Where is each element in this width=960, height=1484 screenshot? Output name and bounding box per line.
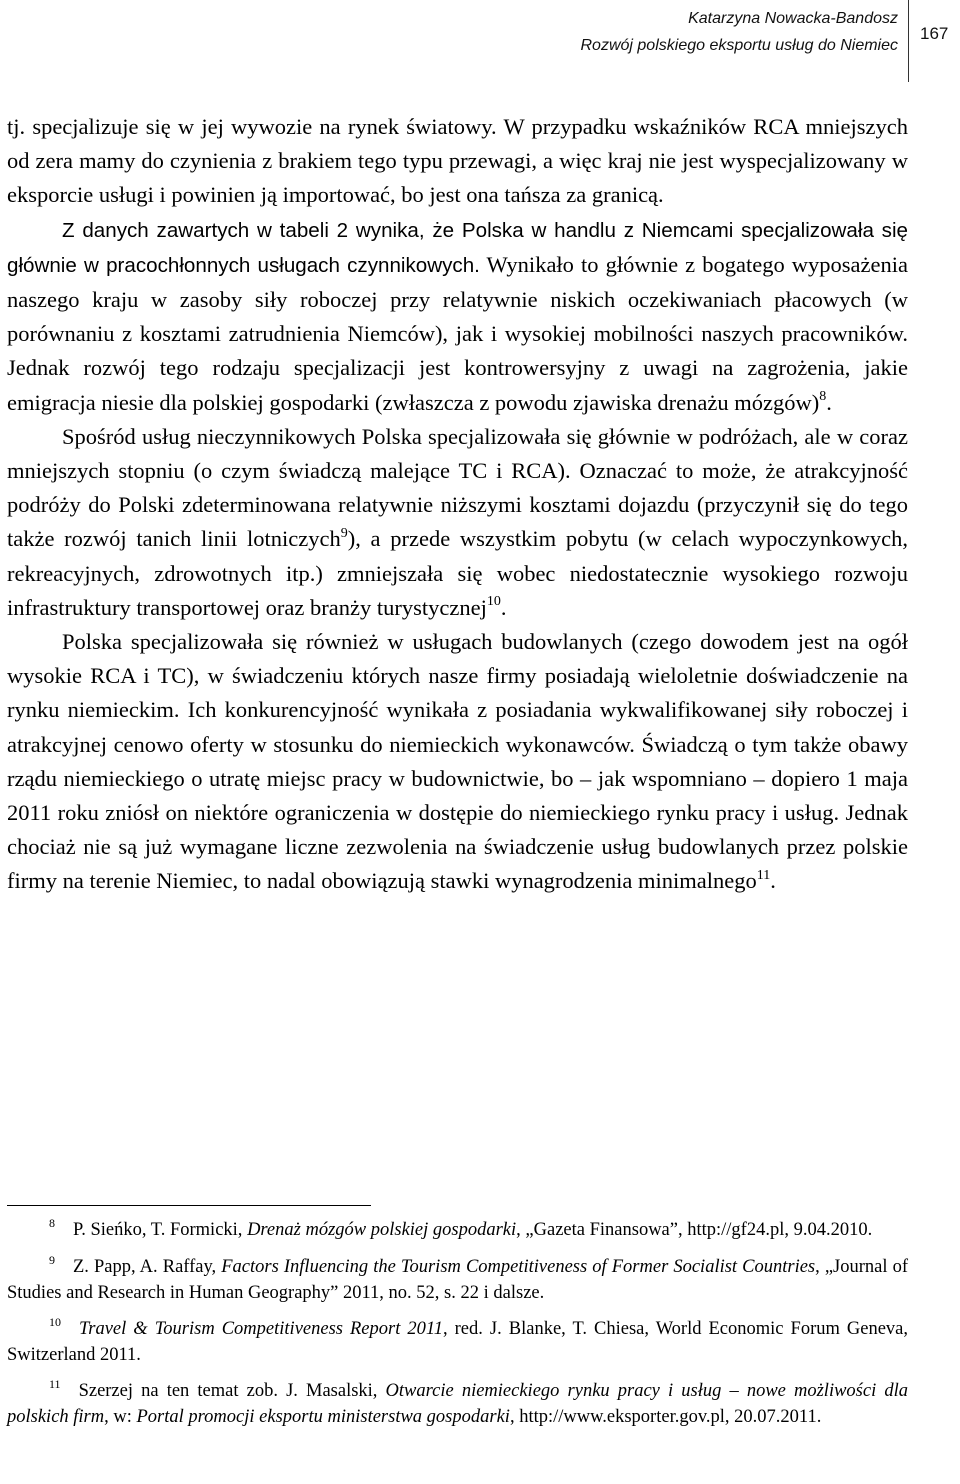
- running-header: [0, 0, 908, 82]
- paragraph-2-end: .: [826, 389, 832, 415]
- footnote-9: [7, 1255, 908, 1306]
- footnote-ref-8[interactable]: 8: [819, 389, 827, 405]
- paragraph-2: [7, 213, 908, 420]
- body-text: [7, 110, 908, 899]
- footnote-text: Z. Papp, A. Raffay,: [73, 1257, 222, 1277]
- paragraph-4: [7, 625, 908, 899]
- footnote-source-title: Portal promocji eksportu ministerstwa gospodarki: [136, 1407, 510, 1427]
- footnote-ref-9[interactable]: 9: [340, 525, 348, 541]
- footnote-text: P. Sieńko, T. Formicki,: [73, 1220, 248, 1240]
- paragraph-3-text: Spośród usług nieczynnikowych Polska specjalizowała się głównie w podróżach, ale w coraz mniejszych stopniu (o czym świadczą malejące TC i RCA). Oznaczać to może, że atrakcyjność podróży do Polski zdeterminowana relatywnie niższymi kosztami dojazdu (przyczynił się do tego także rozwój tanich linii lotniczych: [7, 423, 908, 552]
- footnote-title: Factors Influencing the Tourism Competitiveness of Former Socialist Countries: [221, 1257, 816, 1277]
- paragraph-2-lead: Z danych zawartych w tabeli 2 wynika, że Polska w handlu z Niemcami specjalizowała się głównie w pracochłonnych usługach czynnikowych.: [7, 218, 908, 277]
- footnote-title: Otwarcie niemieckiego rynku pracy i usług – nowe możliwości dla polskich firm: [7, 1381, 908, 1427]
- header-title: Rozwój polskiego eksportu usług do Niemiec: [580, 37, 898, 54]
- paragraph-4-text: Polska specjalizowała się również w usługach budowlanych (czego dowodem jest na ogół wysokie RCA i TC), w świadczeniu których nasze firmy posiadają wieloletnie doświadczenie na rynku niemieckim. Ich konkurencyjność wynikała z posiadania wykwalifikowanej siły roboczej i atrakcyjnej cenowo oferty w stosunku do niemieckich wykonawców. Świadczą o tym także obawy rządu niemieckiego o utratę miejsc pracy w budownictwie, bo – jak wspomniano – dopiero 1 maja 2011 roku zniósł on niektóre ograniczenia w dostępie do niemieckiego rynku pracy i usług. Jednak chociaż nie są już wymagane liczne zezwolenia na świadczenie usług budowlanych przez polskie firmy na terenie Niemiec, to nadal obowiązują stawki wynagrodzenia minimalnego: [7, 629, 908, 894]
- header-divider: [908, 0, 909, 82]
- footnote-text: , „Gazeta Finansowa”, http://gf24.pl, 9.04.2010.: [516, 1220, 873, 1240]
- footnote-text: , „Journal of Studies and Research in Human Geography” 2011, no. 52, s. 22 i dalsze.: [7, 1257, 908, 1303]
- paragraph-3-end: .: [500, 594, 507, 620]
- paragraph-2-text: Wynikało to głównie z bogatego wyposażenia naszego kraju w zasoby siły roboczej przy relatywnie niskich oczekiwaniach płacowych (w porównaniu z kosztami zatrudnienia Niemców), jak i wysokiej mobilności naszych pracowników. Jednak rozwój tego rodzaju specjalizacji jest kontrowersyjny z uwagi na zagrożenia, jakie emigracja niesie dla polskiej gospodarki (zwłaszcza z powodu zjawiska drenażu mózgów): [7, 251, 908, 415]
- footnote-separator: [7, 1205, 371, 1206]
- footnote-number: 10: [49, 1315, 61, 1329]
- footnote-number: 9: [49, 1253, 55, 1267]
- page-number: 167: [920, 24, 949, 43]
- footnote-number: 8: [49, 1216, 55, 1230]
- paragraph-3-text-cont: ), a przede wszystkim pobytu (w celach wypoczynkowych, rekreacyjnych, zdrowotnych itp.) zmniejszała się wobec niedostatecznie wysokiego rozwoju infrastruktury transportowej oraz branży turystycznej: [7, 526, 908, 620]
- paragraph-1-text: tj. specjalizuje się w jej wywozie na rynek światowy. W przypadku wskaźników RCA mniejszych od zera mamy do czynienia z brakiem tego typu przewagi, a więc kraj nie jest wyspecjalizowany w eksporcie usługi i powinien ją importować, bo jest ona tańsza za granicą.: [7, 114, 908, 208]
- footnote-text: , w:: [104, 1407, 137, 1427]
- footnotes: [7, 1218, 908, 1441]
- paragraph-1: [7, 110, 908, 213]
- paragraph-3: [7, 420, 908, 625]
- paragraph-4-end: .: [770, 868, 776, 894]
- footnote-11: [7, 1379, 908, 1430]
- footnote-text: Szerzej na ten temat zob. J. Masalski,: [78, 1381, 386, 1401]
- footnote-10: [7, 1317, 908, 1368]
- footnote-title: Travel & Tourism Competitiveness Report 2011: [79, 1319, 443, 1339]
- footnote-ref-11[interactable]: 11: [756, 867, 771, 883]
- footnote-title: Drenaż mózgów polskiej gospodarki: [247, 1220, 517, 1240]
- footnote-text: , red. J. Blanke, T. Chiesa, World Economic Forum Geneva, Switzerland 2011.: [7, 1319, 909, 1365]
- footnote-8: [7, 1218, 908, 1244]
- footnote-ref-10[interactable]: 10: [486, 594, 501, 610]
- footnote-number: 11: [49, 1377, 61, 1391]
- footnote-text: , http://www.eksporter.gov.pl, 20.07.2011.: [509, 1407, 822, 1427]
- header-author: Katarzyna Nowacka-Bandosz: [688, 10, 898, 27]
